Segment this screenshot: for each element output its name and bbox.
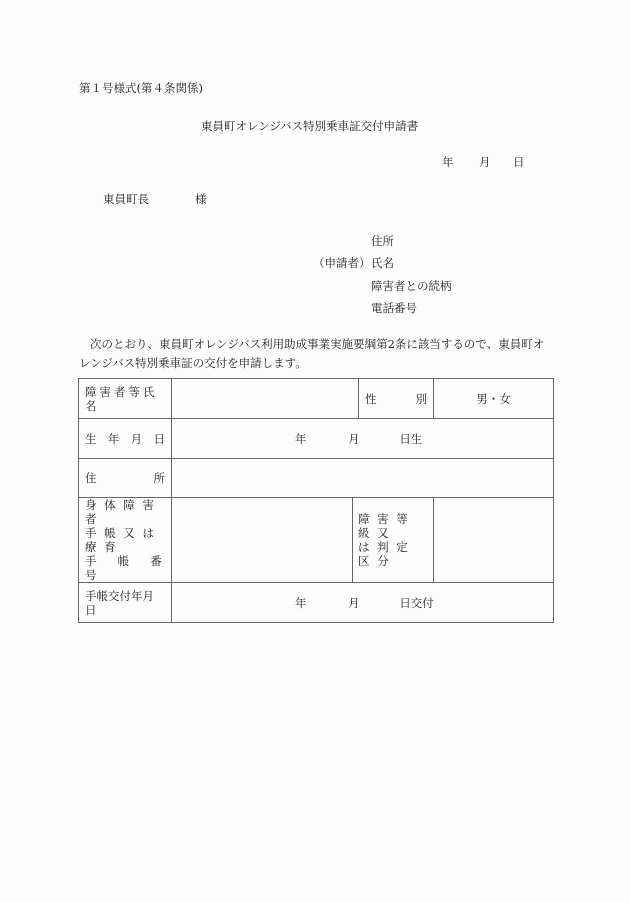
form-number: 第１号様式(第４条関係) [79, 81, 203, 95]
birthdate-label: 生 年 月 日 [79, 419, 172, 459]
table-row-birthdate [79, 419, 554, 459]
sex-label: 性 別 [359, 379, 434, 419]
address-field[interactable] [172, 459, 554, 498]
disability-grade-label: 障 害 等 級 又 は 判 定 区 分 [353, 498, 434, 583]
date-month-label: 月 [479, 155, 491, 169]
table-row-name [79, 379, 554, 419]
table-row-issue-date [79, 583, 554, 623]
applicant-address-label: 住所 [371, 234, 394, 248]
honorific: 様 [195, 192, 207, 206]
handbook-number-field[interactable] [172, 498, 353, 583]
date-year-label: 年 [442, 155, 454, 169]
handbook-number-label: 身 体 障 害 者 手 帳 又 は 療 育 手 帳 番 号 [79, 498, 172, 583]
handbook-issue-date-label: 手帳交付年月日 [79, 583, 172, 623]
birthdate-field[interactable]: 年 月 日生 [172, 419, 554, 459]
applicant-name-label: 氏名 [371, 256, 394, 270]
handbook-issue-date-field[interactable]: 年 月 日交付 [172, 583, 554, 623]
date-day-label: 日 [513, 155, 525, 169]
applicant-relationship-label: 障害者との続柄 [371, 279, 452, 293]
addressee: 東員町長 [103, 192, 149, 206]
sex-options[interactable]: 男・女 [434, 379, 554, 419]
applicant-label: （申請者） [313, 256, 371, 270]
disabled-person-name-label: 障害者等氏名 [79, 379, 172, 419]
address-label: 住 所 [79, 459, 172, 498]
applicant-phone-label: 電話番号 [371, 301, 417, 315]
application-statement: 次のとおり、東員町オレンジバス利用助成事業実施要綱第2条に該当するので、東員町オレンジバス特別乗車証の交付を申請します。 [79, 337, 545, 370]
application-form-table [78, 378, 554, 623]
table-row-handbook-number [79, 498, 554, 583]
disability-grade-field[interactable] [434, 498, 554, 583]
table-row-address [79, 459, 554, 498]
document-title: 東員町オレンジバス特別乗車証交付申請書 [201, 119, 419, 133]
disabled-person-name-field[interactable] [172, 379, 359, 419]
